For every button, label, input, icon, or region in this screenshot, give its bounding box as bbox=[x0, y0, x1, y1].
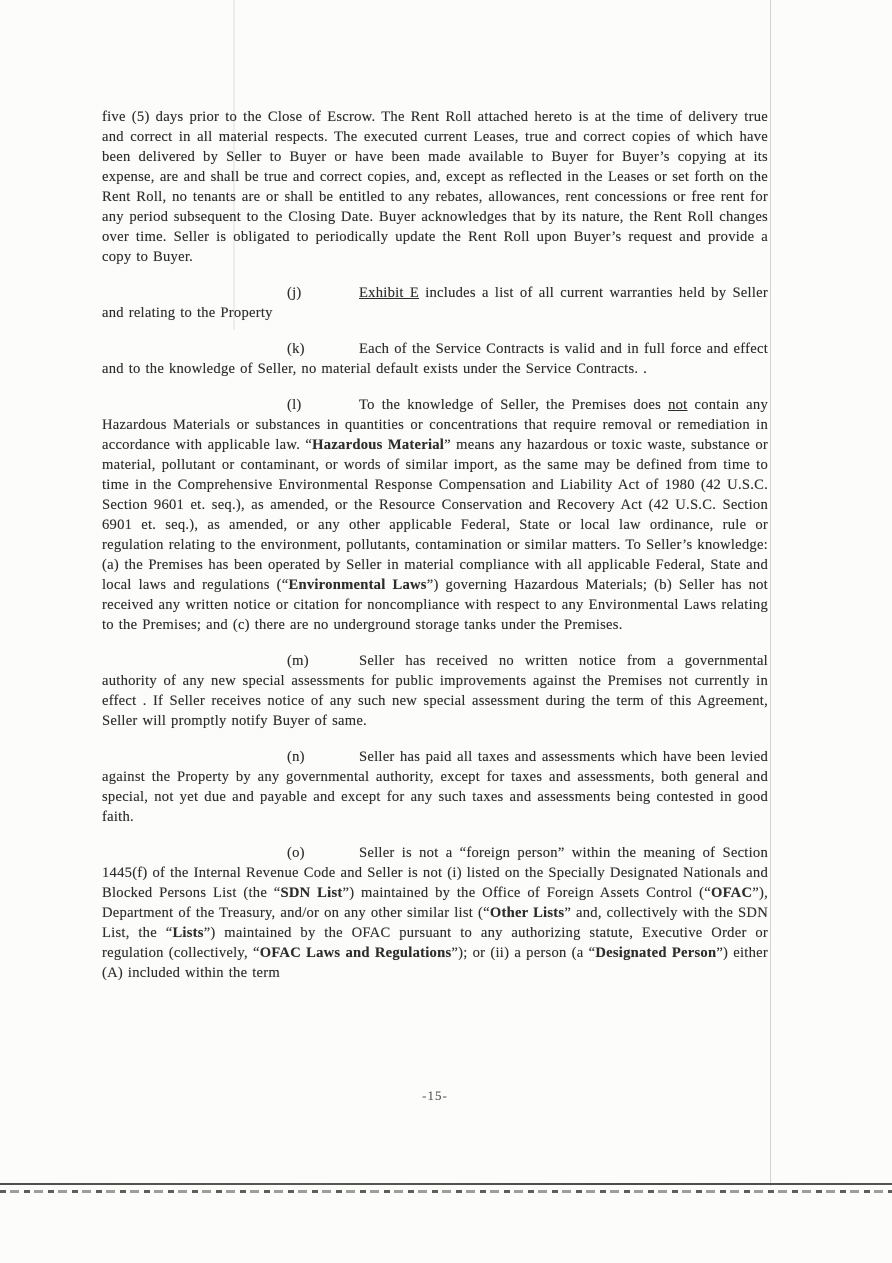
document-body bbox=[102, 107, 768, 999]
text-run: Lists bbox=[172, 925, 204, 941]
paragraph-label: (o) bbox=[287, 845, 305, 861]
paragraph-label: (l) bbox=[287, 397, 302, 413]
paragraph-l bbox=[102, 395, 768, 635]
text-run: ”); or (ii) a person (a “ bbox=[451, 945, 596, 961]
paragraph-label: (n) bbox=[287, 749, 305, 765]
paragraph-label: (m) bbox=[287, 653, 309, 669]
text-run: not bbox=[668, 397, 688, 413]
text-run: ”) either (A) included within the term bbox=[102, 945, 768, 981]
paragraph-o bbox=[102, 843, 768, 983]
scan-horizontal-rule bbox=[0, 1183, 892, 1185]
page-number: -15- bbox=[422, 1088, 448, 1103]
text-run: Each of the Service Contracts is valid and in full force and effect and to the knowledge of Seller, no material default exists under the Service Contracts. . bbox=[102, 341, 768, 377]
text-run: Environmental Laws bbox=[288, 577, 427, 593]
paragraph-j bbox=[102, 283, 768, 323]
text-run: Seller is not a “foreign person” within the meaning of Section 1445(f) of the Internal Revenue Code and Seller is not (i) listed on the Specially Designated Nationals and Blocked Persons List (the “ bbox=[102, 845, 768, 901]
text-run: Other Lists bbox=[489, 905, 565, 921]
text-run: ”) maintained by the OFAC pursuant to any authorizing statute, Executive Order or regulation (collectively, “ bbox=[102, 925, 768, 961]
text-run: Exhibit E bbox=[359, 285, 420, 301]
paragraph-intro bbox=[102, 107, 768, 267]
text-run: To the knowledge of Seller, the Premises does bbox=[359, 397, 669, 413]
text-run: Designated Person bbox=[595, 945, 717, 961]
text-run: ” means any hazardous or toxic waste, substance or material, pollutant or contaminant, or words of similar import, as the same may be defined from time to time in the Comprehensive Environmental Response Compensation and Liability Act of 1980 (42 U.S.C. Section 9601 et. seq.), as amended, or the Resource Conservation and Recovery Act (42 U.S.C. Section 6901 et. seq.), as amended, or any other applicable Federal, State or local law ordinance, rule or regulation relating to the environment, pollutants, contamination or similar matters. To Seller’s knowledge: (a) the Premises has been operated by Seller in material compliance with all applicable Federal, State and local laws and regulations (“ bbox=[102, 437, 768, 593]
text-run: Hazardous Material bbox=[312, 437, 445, 453]
text-run: ” and, collectively with the SDN List, the “ bbox=[102, 905, 768, 941]
text-run: ”) maintained by the Office of Foreign Assets Control (“ bbox=[342, 885, 711, 901]
text-run: Seller has paid all taxes and assessments which have been levied against the Property by any governmental authority, except for taxes and assessments, both general and special, not yet due and payable and except for any such taxes and assessments being contested in good faith. bbox=[102, 749, 768, 825]
text-run: ”) governing Hazardous Materials; (b) Seller has not received any written notice or citation for noncompliance with respect to any Environmental Laws relating to the Premises; and (c) there are no underground storage tanks under the Premises. bbox=[102, 577, 768, 633]
paragraph-k bbox=[102, 339, 768, 379]
text-run: contain any Hazardous Materials or substances in quantities or concentrations that require removal or remediation in accordance with applicable law. “ bbox=[102, 397, 769, 453]
text-run: Seller has received no written notice from a governmental authority of any new special assessments for public improvements against the Premises not currently in effect . If Seller receives notice of any such new special assessment during the term of this Agreement, Seller will promptly notify Buyer of same. bbox=[102, 653, 768, 729]
paragraph-m bbox=[102, 651, 768, 731]
paragraph-label: (j) bbox=[287, 285, 302, 301]
paragraph-label: (k) bbox=[287, 341, 305, 357]
text-run: ”), Department of the Treasury, and/or on any other similar list (“ bbox=[102, 885, 769, 921]
text-run: OFAC bbox=[711, 885, 753, 901]
scan-vertical-line-artifact bbox=[770, 0, 771, 1186]
text-run: includes a list of all current warranties held by Seller and relating to the Property bbox=[102, 285, 768, 321]
paragraph-n bbox=[102, 747, 768, 827]
scan-speckled-rule bbox=[0, 1190, 892, 1193]
text-run: OFAC Laws and Regulations bbox=[259, 945, 452, 961]
text-run: SDN List bbox=[280, 885, 343, 901]
text-run: five (5) days prior to the Close of Escrow. The Rent Roll attached hereto is at the time of delivery true and correct in all material respects. The executed current Leases, true and correct copies of which have been delivered by Seller to Buyer or have been made available to Buyer for Buyer’s copying at its expense, are and shall be true and correct copies, and, except as reflected in the Leases or set forth on the Rent Roll, no tenants are or shall be entitled to any rebates, allowances, rent concessions or free rent for any period subsequent to the Closing Date. Buyer acknowledges that by its nature, the Rent Roll changes over time. Seller is obligated to periodically update the Rent Roll upon Buyer’s request and provide a copy to Buyer. bbox=[102, 109, 768, 265]
